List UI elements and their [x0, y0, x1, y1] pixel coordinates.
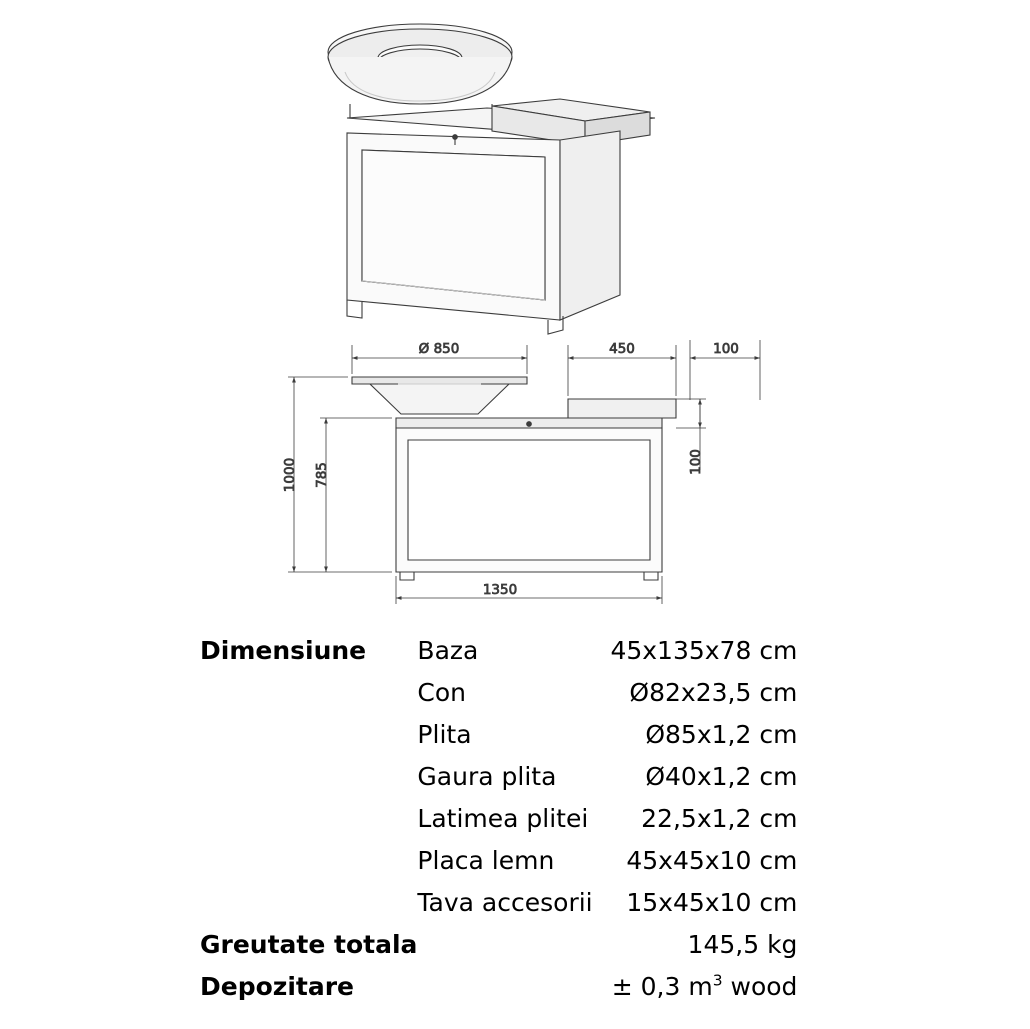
spec-category-storage: Depozitare: [200, 972, 355, 1001]
dim-tray-width: 100: [713, 341, 739, 357]
spec-part: Gaura plita: [417, 762, 557, 791]
table-row: [200, 714, 797, 756]
spec-value: 15x45x10 cm: [626, 888, 798, 917]
spec-part: [417, 924, 597, 966]
spec-category: [200, 882, 417, 924]
table-row: [200, 798, 797, 840]
dim-base-width: 1350: [482, 582, 518, 598]
spec-category-weight: Greutate totala: [200, 930, 418, 959]
spec-value: Ø40x1,2 cm: [645, 762, 798, 791]
spec-value: 45x135x78 cm: [610, 636, 798, 665]
storage-exponent: 3: [712, 971, 723, 990]
spec-part: Placa lemn: [417, 846, 555, 875]
table-row: [200, 966, 797, 1008]
spec-category: [200, 672, 417, 714]
dim-wood-board-width: 450: [609, 341, 635, 357]
table-row: [200, 672, 797, 714]
storage-suffix: wood: [722, 972, 798, 1001]
spec-category: [200, 840, 417, 882]
spec-value-weight: 145,5 kg: [687, 930, 798, 959]
table-row: [200, 630, 797, 672]
table-row: [200, 924, 797, 966]
spec-category: Dimensiune: [200, 636, 367, 665]
dim-base-height: 785: [314, 462, 330, 488]
front-elevation-view: [352, 377, 676, 580]
spec-part: Tava accesorii: [417, 888, 593, 917]
perspective-view: [328, 24, 655, 334]
spec-part: Baza: [417, 636, 479, 665]
spec-value: Ø82x23,5 cm: [629, 678, 798, 707]
spec-part: Plita: [417, 720, 472, 749]
specifications-table: [0, 630, 1030, 1008]
table-row: [200, 756, 797, 798]
spec-value: 45x45x10 cm: [626, 846, 798, 875]
specs-table: [200, 630, 797, 1008]
spec-part: Latimea plitei: [417, 804, 589, 833]
storage-prefix: ± 0,3 m: [611, 972, 713, 1001]
dim-side-height: 100: [688, 449, 704, 475]
dim-total-height: 1000: [282, 457, 298, 493]
spec-part: Con: [417, 678, 467, 707]
spec-category: [200, 756, 417, 798]
dim-plate-diameter: Ø 850: [418, 341, 460, 357]
spec-value: 22,5x1,2 cm: [641, 804, 798, 833]
spec-value: Ø85x1,2 cm: [645, 720, 798, 749]
spec-category: [200, 798, 417, 840]
table-row: [200, 882, 797, 924]
spec-category: [200, 714, 417, 756]
spec-part: [417, 966, 597, 1008]
spec-value-storage: [597, 966, 797, 1008]
table-row: [200, 840, 797, 882]
